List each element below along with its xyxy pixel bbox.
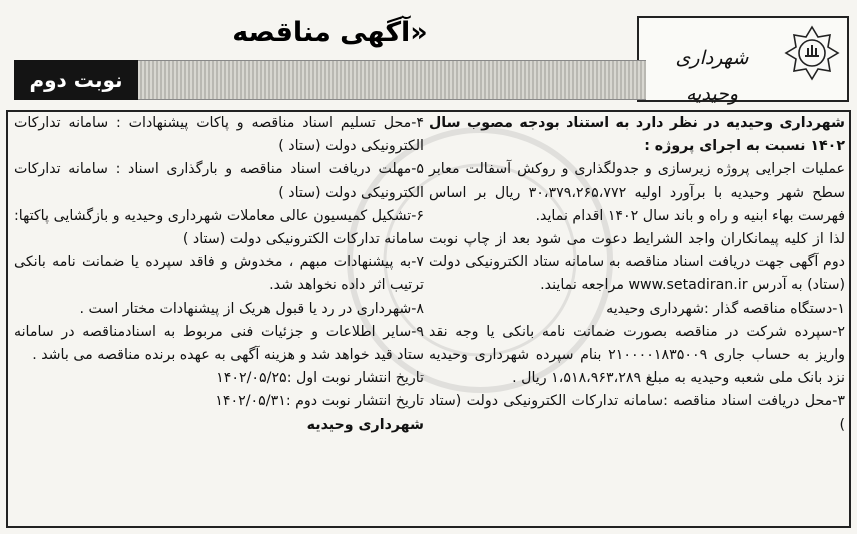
- municipality-logo-box: [637, 16, 849, 105]
- municipality-emblem-icon: [783, 24, 841, 82]
- item-3: ۳-محل دریافت اسناد مناقصه :سامانه تدارکات الکترونیکی دولت (ستاد ): [429, 393, 845, 433]
- project-paragraph: عملیات اجرایی پروژه زیرسازی و جدولگذاری و روکش آسفالت معابر سطح شهر وحیدیه با برآورد اولیه ۳۰،۳۷۹،۲۶۵،۷۷۲ ریال بر اساس فهرست بهاء ابنیه و راه و باند سال ۱۴۰۲ اقدام نماید.: [429, 161, 845, 224]
- invitation-paragraph: لذا از کلیه پیمانکاران واجد الشرایط دعوت می شود بعد از چاپ نوبت دوم آگهی جهت دریافت اسناد مناقصه به سامانه ستاد الکترونیکی دولت (ستاد) به آدرس www.setadiran.ir مراجعه نمایند.: [429, 231, 845, 294]
- item-4: ۴-محل تسلیم اسناد مناقصه و پاکات پیشنهادات : سامانه تدارکات الکترونیکی دولت (ستاد ): [14, 115, 424, 155]
- right-column: [429, 112, 845, 437]
- first-publish-date: تاریخ انتشار نوبت اول :۱۴۰۲/۰۵/۲۵: [216, 370, 424, 387]
- intro-paragraph: شهرداری وحیدیه در نظر دارد به استناد بودجه مصوب سال ۱۴۰۲ نسبت به اجرای پروژه :: [429, 115, 845, 155]
- item-9: ۹-سایر اطلاعات و جزئیات فنی مربوط به اسنادمناقصه در سامانه ستاد قید خواهد شد و هزینه آگهی به عهده برنده مناقصه می باشد .: [14, 323, 424, 364]
- stage-label: نوبت دوم: [14, 60, 138, 100]
- municipality-name: شهرداری وحیدیه: [675, 47, 749, 105]
- item-6: ۶-تشکیل کمیسیون عالی معاملات شهرداری وحیدیه و بازگشایی پاکتها: سامانه تدارکات الکترونیکی دولت (ستاد ): [14, 207, 424, 248]
- left-column: [14, 112, 424, 437]
- signature: شهرداری وحیدیه: [306, 416, 424, 433]
- item-2: ۲-سپرده شرکت در مناقصه بصورت ضمانت نامه بانکی یا وجه نقد واریز به حساب جاری ۲۱۰۰۰۰۱۸۳۵۰۰۹ بنام سپرده شهرداری وحیدیه نزد بانک ملی شعبه وحیدیه به مبلغ ۱،۵۱۸،۹۶۳،۲۸۹ ریال .: [429, 323, 845, 387]
- item-8: ۸-شهرداری در رد یا قبول هریک از پیشنهادات مختار است .: [79, 300, 424, 317]
- ad-title: «آگهی مناقصه: [232, 17, 428, 48]
- item-5: ۵-مهلت دریافت اسناد مناقصه و بارگذاری اسناد : سامانه تدارکات الکترونیکی دولت (ستاد ): [14, 161, 424, 201]
- second-publish-date: تاریخ انتشار نوبت دوم :۱۴۰۲/۰۵/۳۱: [215, 393, 424, 410]
- item-1: ۱-دستگاه مناقصه گذار :شهرداری وحیدیه: [606, 300, 845, 317]
- item-7: ۷-به پیشنهادات مبهم ، مخدوش و فاقد سپرده یا ضمانت نامه بانکی ترتیب اثر داده نخواهد شد.: [14, 254, 424, 294]
